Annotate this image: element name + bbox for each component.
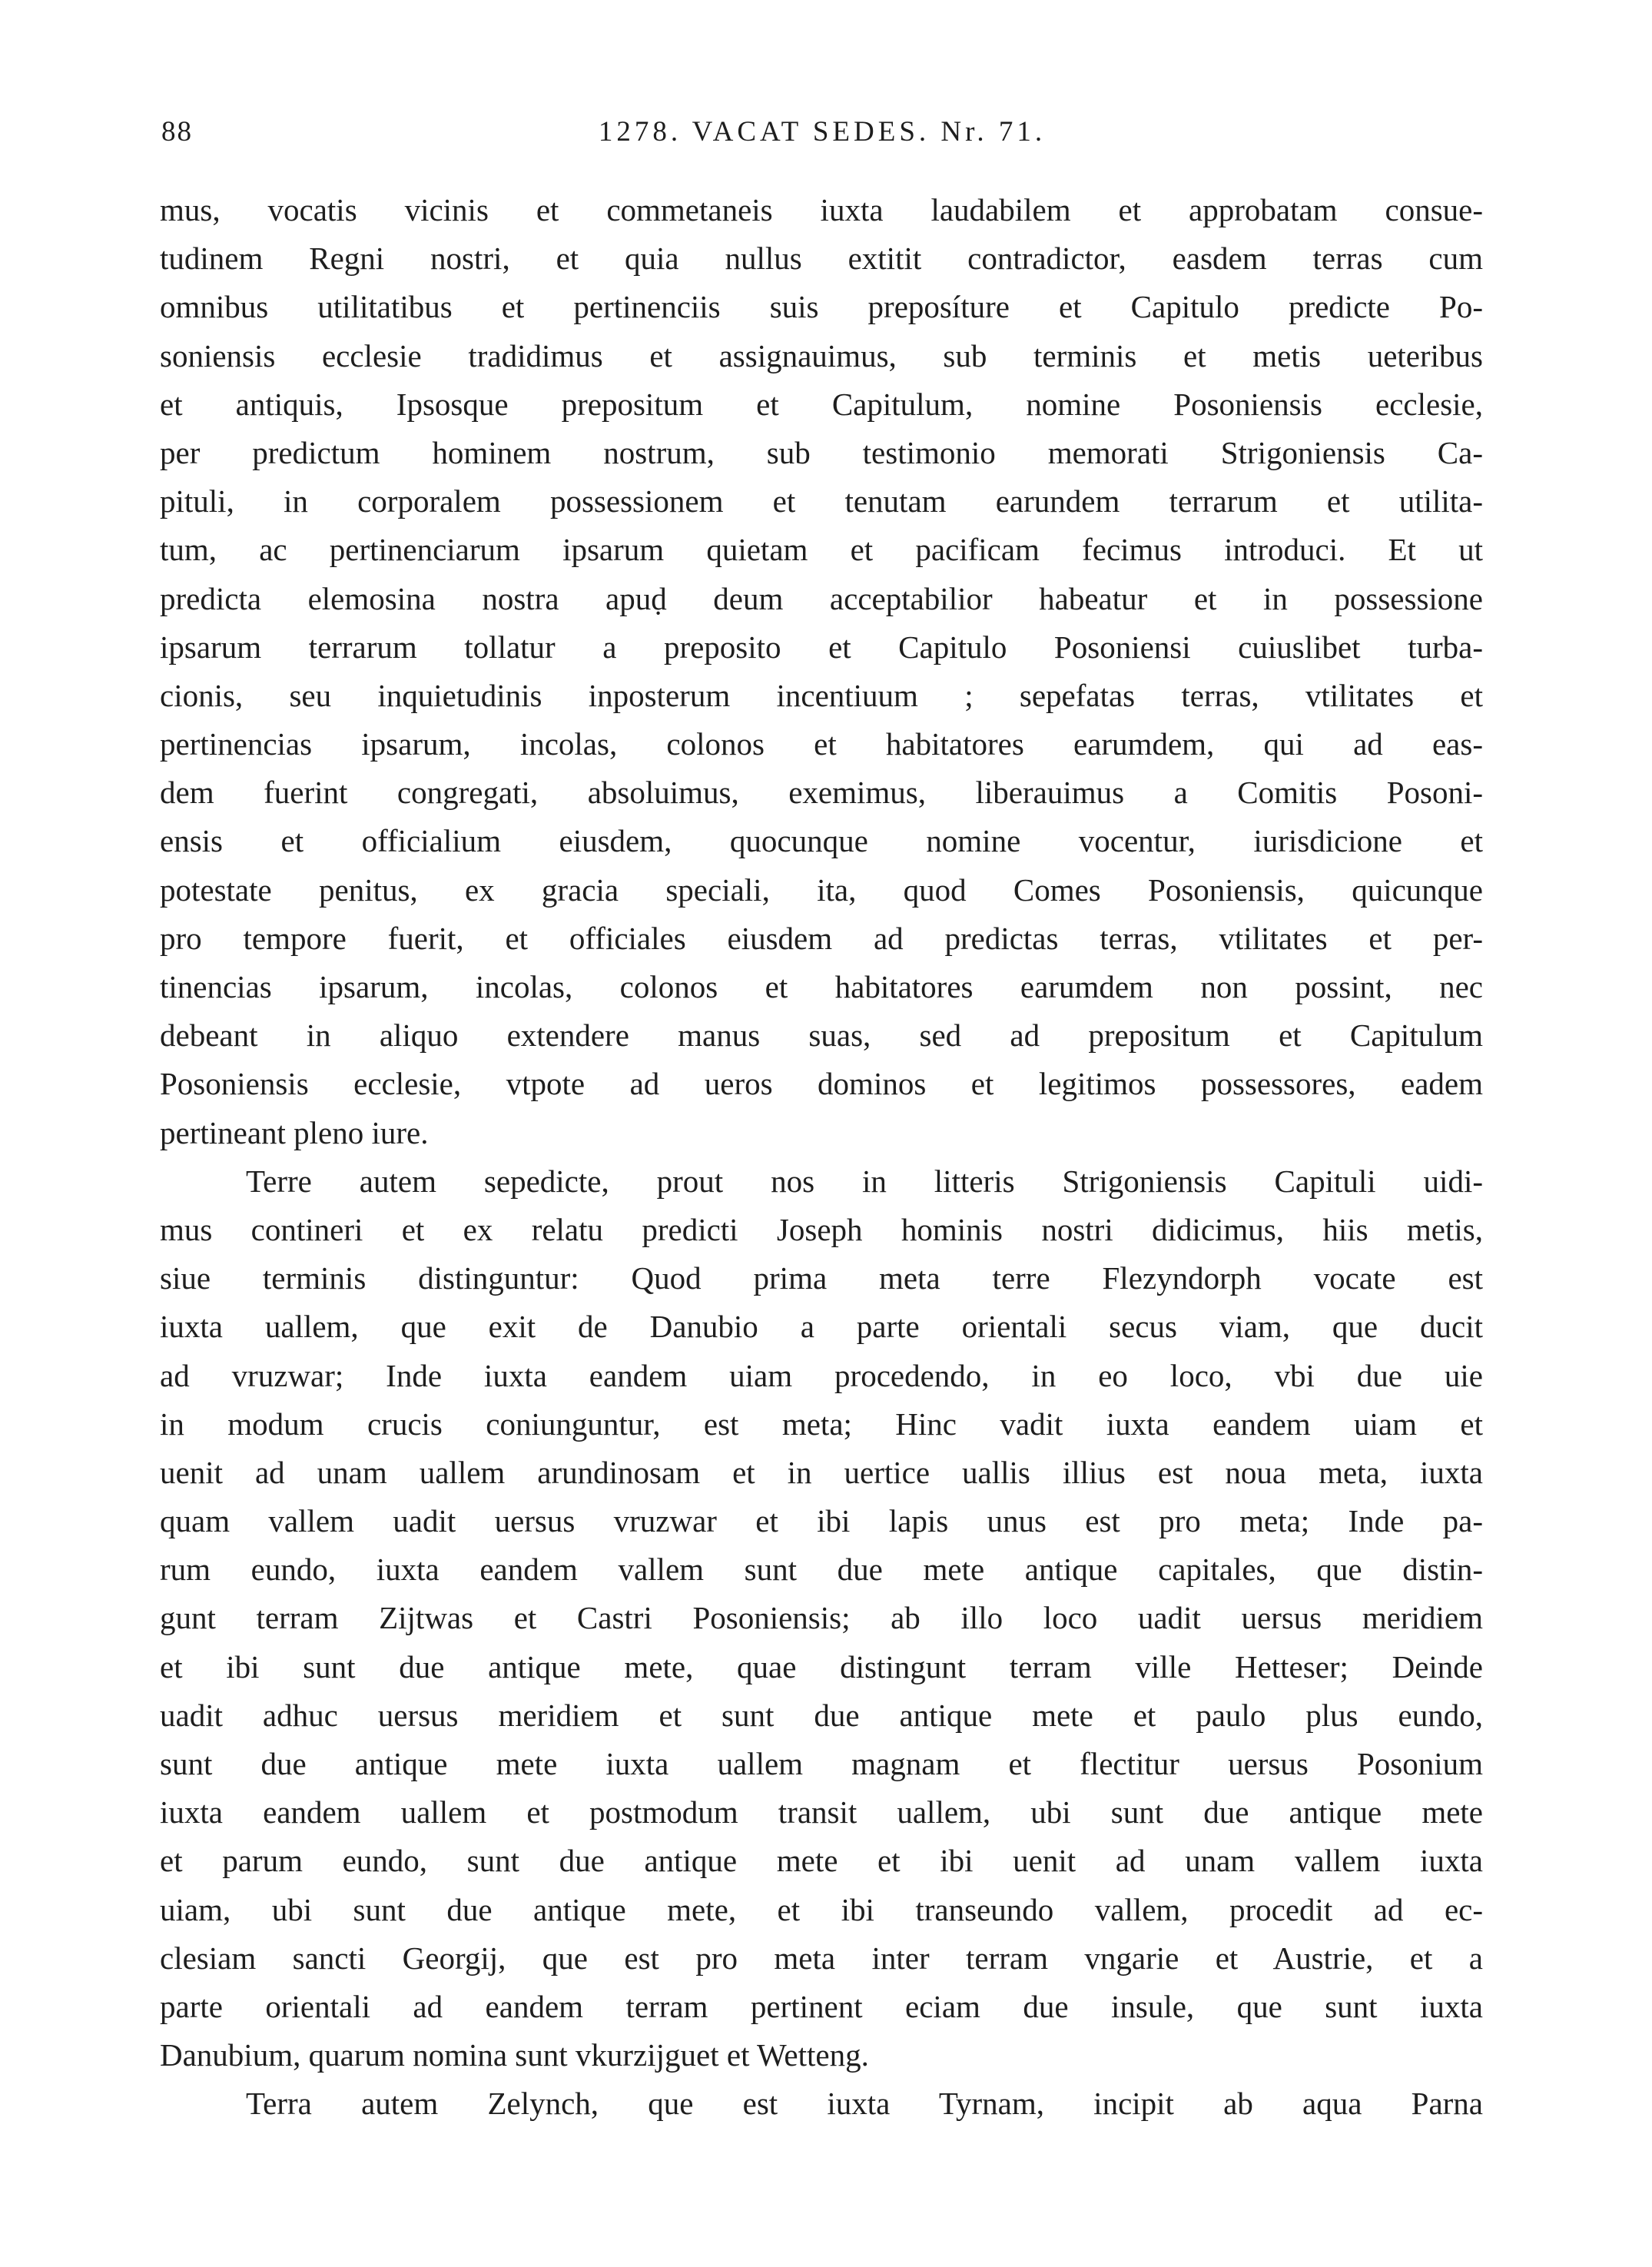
text-line: pituli, in corporalem possessionem et tenutam earundem terrarum et utilita-	[160, 483, 1483, 519]
text-line: uenit ad unam uallem arundinosam et in uertice uallis illius est noua meta, iuxta	[160, 1454, 1483, 1490]
text-line: soniensis ecclesie tradidimus et assignauimus, sub terminis et metis ueteribus	[160, 337, 1483, 373]
text-line: Terra autem Zelynch, que est iuxta Tyrnam, incipit ab aqua Parna	[246, 2086, 1483, 2122]
body-text	[160, 186, 1483, 2129]
text-line: gunt terram Zijtwas et Castri Posoniensis; ab illo loco uadit uersus meridiem	[160, 1600, 1483, 1636]
text-line: mus, vocatis vicinis et commetaneis iuxta laudabilem et approbatam consue-	[160, 192, 1483, 227]
text-line: sunt due antique mete iuxta uallem magnam et flectitur uersus Posonium	[160, 1746, 1483, 1781]
text-line: tudinem Regni nostri, et quia nullus extitit contradictor, easdem terras cum	[160, 241, 1483, 277]
text-line: rum eundo, iuxta eandem vallem sunt due mete antique capitales, que distin-	[160, 1552, 1483, 1588]
text-line: debeant in aliquo extendere manus suas, sed ad prepositum et Capitulum	[160, 1017, 1483, 1054]
text-line: per predictum hominem nostrum, sub testimonio memorati Strigoniensis Ca-	[160, 434, 1483, 470]
text-line: predicta elemosina nostra apuḍ deum acceptabilior habeatur et in possessione	[160, 580, 1483, 616]
text-line: Danubium, quarum nomina sunt vkurzijguet et Wetteng.	[160, 2037, 869, 2073]
text-line: et ibi sunt due antique mete, quae distingunt terram ville Hetteser; Deinde	[160, 1648, 1483, 1684]
page-number: 88	[161, 116, 193, 148]
text-line: ad vruzwar; Inde iuxta eandem uiam procedendo, in eo loco, vbi due uie	[160, 1357, 1483, 1393]
text-line: pertinencias ipsarum, incolas, colonos et habitatores earumdem, qui ad eas-	[160, 726, 1483, 762]
text-line: mus contineri et ex relatu predicti Joseph hominis nostri didicimus, hiis metis,	[160, 1211, 1483, 1247]
text-line: siue terminis distinguntur: Quod prima meta terre Flezyndorph vocate est	[160, 1260, 1483, 1296]
text-line: potestate penitus, ex gracia speciali, ita, quod Comes Posoniensis, quicunque	[160, 871, 1483, 908]
text-line: et antiquis, Ipsosque prepositum et Capitulum, nomine Posoniensis ecclesie,	[160, 386, 1483, 422]
text-line: cionis, seu inquietudinis inposterum incentiuum ; sepefatas terras, vtilitates et	[160, 677, 1483, 713]
text-line: clesiam sancti Georgij, que est pro meta inter terram vngarie et Austrie, et a	[160, 1940, 1483, 1976]
text-line: Posoniensis ecclesie, vtpote ad ueros dominos et legitimos possessores, eadem	[160, 1066, 1483, 1102]
text-line: uadit adhuc uersus meridiem et sunt due antique mete et paulo plus eundo,	[160, 1697, 1483, 1733]
text-line: tinencias ipsarum, incolas, colonos et habitatores earumdem non possint, nec	[160, 969, 1483, 1004]
text-line: ensis et officialium eiusdem, quocunque nomine vocentur, iurisdicione et	[160, 823, 1483, 859]
text-line: tum, ac pertinenciarum ipsarum quietam et pacificam fecimus introduci. Et ut	[160, 532, 1483, 568]
text-line: pertineant pleno iure.	[160, 1114, 429, 1150]
text-line: et parum eundo, sunt due antique mete et ibi uenit ad unam vallem iuxta	[160, 1843, 1483, 1879]
running-head	[161, 115, 1483, 161]
text-line: quam vallem uadit uersus vruzwar et ibi lapis unus est pro meta; Inde pa-	[160, 1503, 1483, 1539]
text-line: Terre autem sepedicte, prout nos in litteris Strigoniensis Capituli uidi-	[246, 1163, 1483, 1199]
text-line: in modum crucis coniunguntur, est meta; Hinc vadit iuxta eandem uiam et	[160, 1406, 1483, 1442]
text-line: iuxta eandem uallem et postmodum transit uallem, ubi sunt due antique mete	[160, 1794, 1483, 1831]
text-line: dem fuerint congregati, absoluimus, exemimus, liberauimus a Comitis Posoni-	[160, 775, 1483, 811]
text-line: omnibus utilitatibus et pertinenciis suis preposíture et Capitulo predicte Po-	[160, 289, 1483, 325]
text-line: pro tempore fuerit, et officiales eiusdem ad predictas terras, vtilitates et per-	[160, 920, 1483, 956]
text-line: uiam, ubi sunt due antique mete, et ibi transeundo vallem, procedit ad ec-	[160, 1891, 1483, 1927]
text-line: parte orientali ad eandem terram pertinent eciam due insule, que sunt iuxta	[160, 1988, 1483, 2024]
text-line: ipsarum terrarum tollatur a preposito et Capitulo Posoniensi cuiuslibet turba-	[160, 629, 1483, 665]
running-title: 1278. VACAT SEDES. Nr. 71.	[598, 116, 1047, 148]
text-line: iuxta uallem, que exit de Danubio a parte orientali secus viam, que ducit	[160, 1309, 1483, 1345]
